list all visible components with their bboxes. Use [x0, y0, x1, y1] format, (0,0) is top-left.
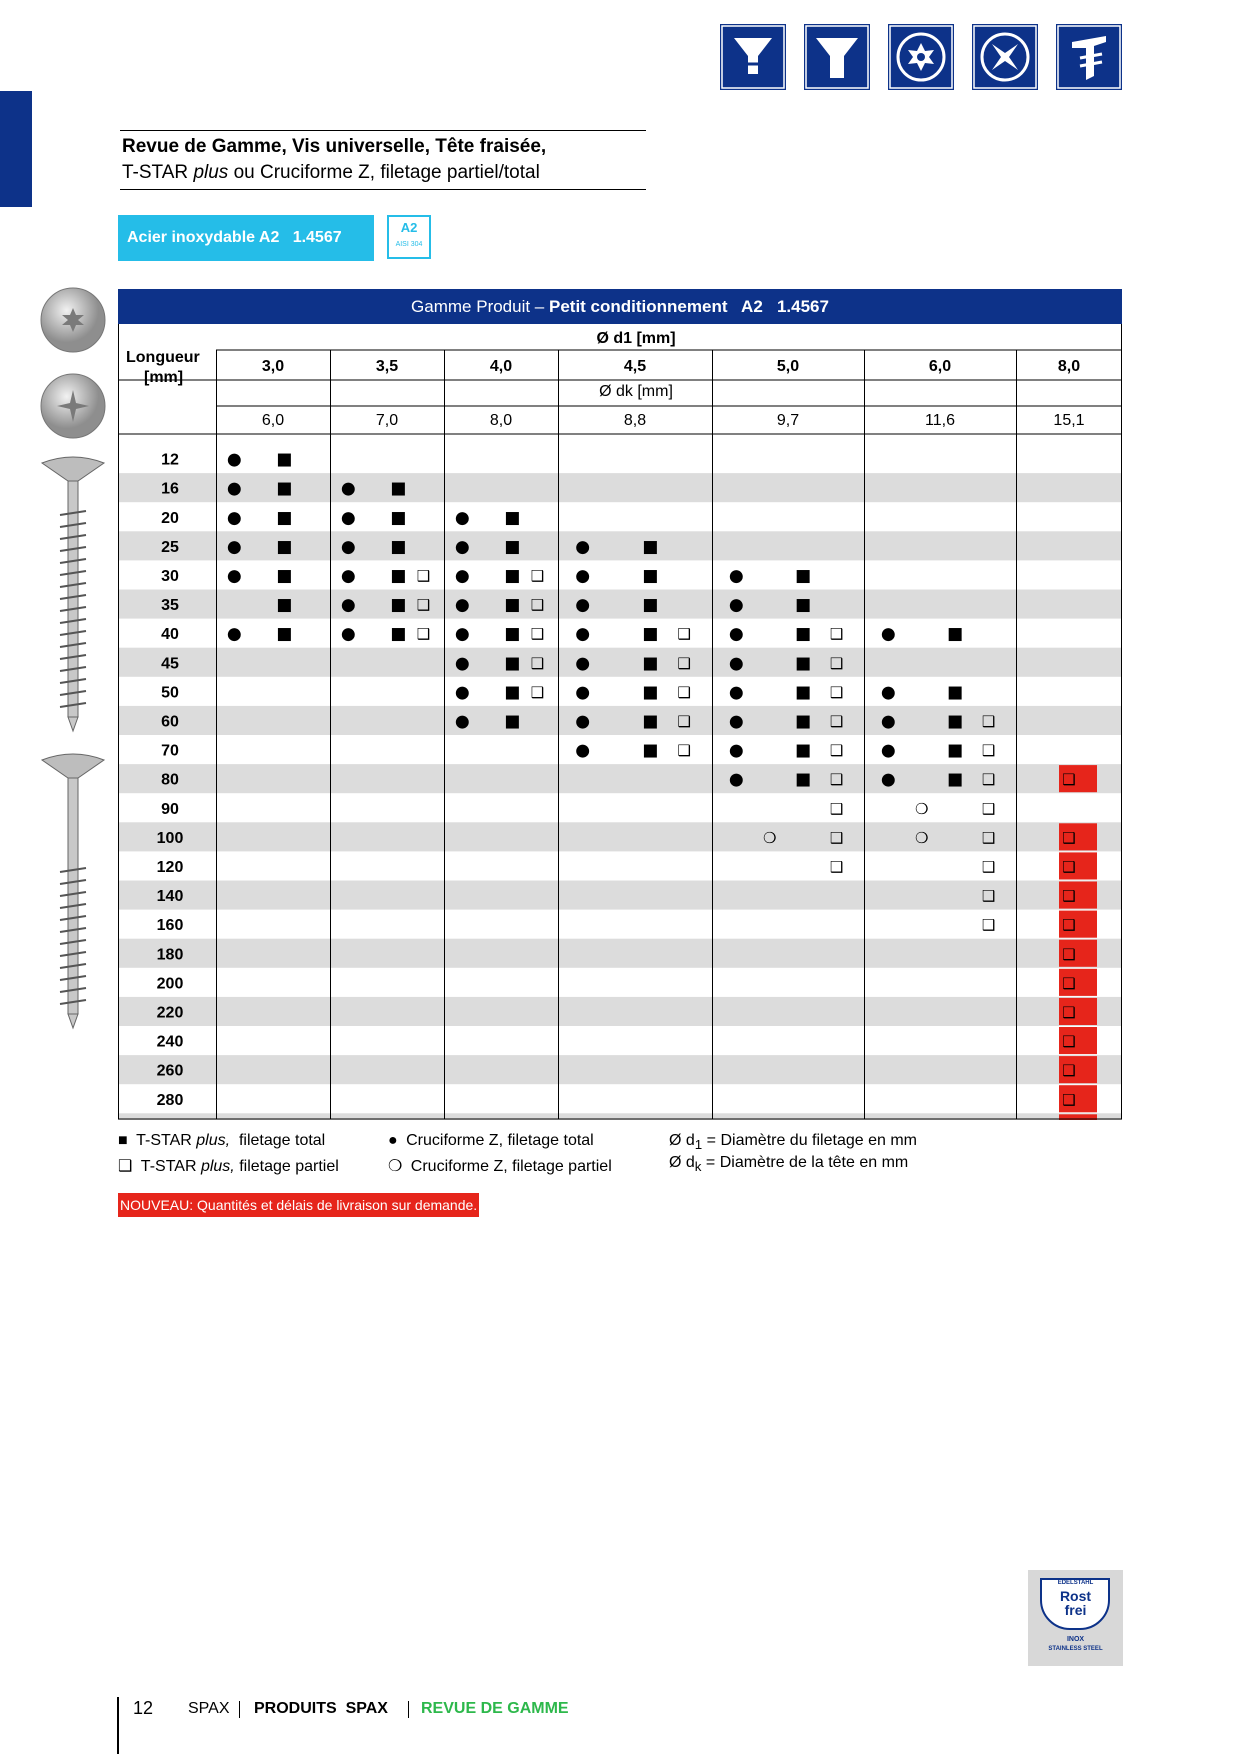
rostfrei-logo: EDELSTAHL Rost frei INOX STAINLESS STEEL [1028, 1570, 1123, 1666]
availability-mark: ❑ [829, 770, 844, 789]
availability-mark: ■ [504, 624, 521, 645]
availability-mark: ■ [947, 769, 964, 790]
footer-section: PRODUITS SPAX [254, 1700, 388, 1717]
availability-mark: ❑ [530, 683, 545, 702]
availability-mark: ■ [795, 595, 812, 616]
footer-sep-2 [408, 1701, 409, 1718]
availability-mark: ● [880, 624, 896, 645]
availability-mark: ● [575, 536, 591, 557]
a2-badge: A2 AISI 304 [387, 215, 431, 259]
availability-mark: ❑ [981, 770, 996, 789]
footer-rule [117, 1697, 119, 1754]
availability-mark: ● [454, 682, 470, 703]
footer-sep-1 [239, 1701, 240, 1718]
availability-mark: ● [340, 507, 356, 528]
availability-mark: ❑ [530, 625, 545, 644]
availability-mark: ❑ [1062, 974, 1076, 993]
availability-mark: ● [728, 740, 744, 761]
availability-mark: ❍ [915, 799, 929, 818]
availability-mark: ● [728, 682, 744, 703]
availability-mark: ❑ [981, 887, 996, 906]
availability-mark: ■ [276, 507, 293, 528]
row-length: 80 [161, 771, 179, 789]
row-length: 140 [156, 888, 184, 906]
title-rule-bottom [120, 189, 646, 190]
availability-mark: ■ [276, 536, 293, 557]
row-stripe [118, 881, 1122, 910]
row-stripe [118, 1055, 1122, 1084]
row-length: 70 [161, 742, 179, 760]
availability-mark: ■ [947, 740, 964, 761]
t-star-plus-icon [888, 24, 954, 90]
pozi-cross-icon [720, 24, 786, 90]
availability-mark: ❑ [1062, 1090, 1076, 1109]
row-stripe [118, 822, 1122, 851]
column-d1-value: 4,5 [623, 358, 647, 375]
title-rule-top [120, 130, 646, 131]
availability-mark: ■ [795, 740, 812, 761]
page-title: Revue de Gamme, Vis universelle, Tête fraisée, [122, 136, 547, 157]
row-length: 30 [161, 567, 179, 585]
availability-mark: ❑ [829, 828, 844, 847]
availability-mark: ❑ [677, 741, 692, 760]
availability-mark: ❑ [416, 566, 431, 585]
availability-mark: ● [340, 565, 356, 586]
row-length: 12 [161, 451, 179, 469]
availability-mark: ■ [504, 565, 521, 586]
screw-head-cross-image [38, 371, 108, 446]
mm-label: [mm] [144, 369, 184, 386]
row-stripe [118, 997, 1122, 1026]
availability-mark: ■ [504, 536, 521, 557]
row-stripe [118, 764, 1122, 793]
availability-mark: ❑ [677, 625, 692, 644]
availability-mark: ● [226, 507, 242, 528]
column-dk-value: 15,1 [1053, 412, 1085, 429]
row-length: 60 [161, 713, 179, 731]
availability-mark: ■ [276, 624, 293, 645]
availability-mark: ● [454, 565, 470, 586]
range-table [118, 324, 1123, 1120]
availability-mark: ● [575, 740, 591, 761]
availability-mark: ❑ [981, 712, 996, 731]
availability-mark: ■ [390, 595, 407, 616]
availability-mark: ❍ [915, 828, 929, 847]
row-length: 25 [161, 538, 179, 556]
availability-mark: ■ [390, 507, 407, 528]
cross-bit-icon [804, 24, 870, 90]
row-length: 180 [156, 946, 184, 964]
availability-mark: ❑ [1062, 1003, 1076, 1022]
availability-mark: ❑ [981, 799, 996, 818]
row-stripe [118, 939, 1122, 968]
column-dk-value: 8,0 [489, 412, 513, 429]
availability-mark: ■ [795, 624, 812, 645]
availability-mark: ■ [390, 536, 407, 557]
availability-mark: ■ [795, 769, 812, 790]
legend-symbol: ❑ [118, 1158, 137, 1175]
availability-mark: ● [575, 711, 591, 732]
column-d1-value: 3,5 [375, 358, 399, 375]
availability-mark: ❑ [829, 857, 844, 876]
availability-mark: ❑ [829, 712, 844, 731]
availability-mark: ■ [276, 565, 293, 586]
material-badge: Acier inoxydable A2 1.4567 [118, 215, 374, 261]
availability-mark: ❑ [829, 654, 844, 673]
row-length: 45 [161, 655, 179, 673]
column-d1-value: 3,0 [261, 358, 285, 375]
column-d1-value: 6,0 [928, 358, 952, 375]
row-length: 160 [156, 917, 184, 935]
dk-header: Ø dk [mm] [599, 383, 673, 400]
availability-mark: ■ [276, 595, 293, 616]
availability-mark: ■ [947, 711, 964, 732]
column-dk-value: 6,0 [261, 412, 285, 429]
availability-mark: ● [340, 478, 356, 499]
row-length: 50 [161, 684, 179, 702]
row-stripe [118, 531, 1122, 560]
availability-mark: ❑ [981, 828, 996, 847]
availability-mark: ❑ [829, 741, 844, 760]
availability-mark: ❑ [829, 625, 844, 644]
availability-mark: ❑ [829, 683, 844, 702]
table-title: Gamme Produit – Petit conditionnement A2 1.4567 [118, 289, 1122, 324]
row-length: 16 [161, 480, 179, 498]
cross-z-icon [972, 24, 1038, 90]
availability-mark: ❑ [981, 857, 996, 876]
row-length: 20 [161, 509, 179, 527]
availability-mark: ■ [504, 507, 521, 528]
availability-mark: ● [575, 653, 591, 674]
availability-mark: ❑ [677, 712, 692, 731]
row-length: 120 [156, 858, 184, 876]
availability-mark: ■ [504, 682, 521, 703]
row-length: 100 [156, 829, 184, 847]
hammer-screw-icon [1056, 24, 1122, 90]
legend-item-tstar-total: ■ T-STAR plus, filetage total [118, 1132, 326, 1149]
row-length: 200 [156, 975, 184, 993]
availability-mark: ■ [276, 478, 293, 499]
availability-mark: ❑ [1062, 857, 1076, 876]
legend-symbol: ■ [118, 1132, 133, 1149]
availability-mark: ● [454, 536, 470, 557]
availability-mark: ❑ [981, 741, 996, 760]
availability-mark: ❑ [1062, 1032, 1076, 1051]
legend-item-cross-partial: ❍ Cruciforme Z, filetage partiel [388, 1158, 612, 1175]
availability-mark: ■ [795, 682, 812, 703]
availability-mark: ● [728, 711, 744, 732]
availability-mark: ■ [504, 711, 521, 732]
availability-mark: ❑ [1062, 770, 1076, 789]
legend-item-tstar-partial: ❑ T-STAR plus, filetage partiel [118, 1158, 339, 1175]
availability-mark: ● [454, 624, 470, 645]
column-d1-value: 4,0 [489, 358, 513, 375]
legend-d1-definition: Ø $d_1$ = Diamètre du filetage en mm [669, 1132, 917, 1153]
legend-col-2 [388, 1132, 612, 1180]
availability-mark: ❑ [981, 916, 996, 935]
row-length: 220 [156, 1004, 184, 1022]
availability-mark: ■ [795, 653, 812, 674]
availability-mark: ● [340, 536, 356, 557]
availability-mark: ❑ [530, 654, 545, 673]
availability-mark: ● [454, 507, 470, 528]
availability-mark: ● [226, 449, 242, 470]
availability-mark: ● [226, 478, 242, 499]
availability-mark: ● [575, 595, 591, 616]
availability-mark: ● [226, 565, 242, 586]
column-d1-value: 8,0 [1057, 358, 1081, 375]
row-stripe [118, 706, 1122, 735]
availability-mark: ■ [642, 624, 659, 645]
availability-mark: ■ [642, 536, 659, 557]
column-dk-value: 9,7 [776, 412, 800, 429]
footer-subsection: REVUE DE GAMME [421, 1700, 569, 1717]
screw-full-thread-image [38, 752, 108, 1037]
row-length: 35 [161, 597, 179, 615]
availability-mark: ❍ [763, 828, 777, 847]
row-length: 240 [156, 1033, 184, 1051]
row-stripe [118, 648, 1122, 677]
availability-mark: ● [728, 769, 744, 790]
availability-mark: ❑ [1062, 916, 1076, 935]
availability-mark: ● [728, 624, 744, 645]
availability-mark: ■ [642, 595, 659, 616]
legend-dk-definition: Ø $d_k$ = Diamètre de la tête en mm [669, 1154, 909, 1175]
availability-mark: ■ [276, 449, 293, 470]
row-length: 280 [156, 1091, 184, 1109]
availability-mark: ❑ [416, 596, 431, 615]
longueur-label: Longueur [126, 349, 200, 366]
availability-mark: ■ [642, 653, 659, 674]
column-d1-value: 5,0 [776, 358, 800, 375]
column-dk-value: 7,0 [375, 412, 399, 429]
availability-mark: ❑ [677, 654, 692, 673]
legend-symbol: ❍ [388, 1158, 407, 1175]
legend-col-3 [669, 1132, 917, 1176]
column-dk-value: 11,6 [925, 412, 955, 429]
availability-mark: ❑ [1062, 1061, 1076, 1080]
availability-mark: ■ [642, 711, 659, 732]
availability-mark: ■ [642, 740, 659, 761]
availability-mark: ● [880, 682, 896, 703]
availability-mark: ● [454, 711, 470, 732]
availability-mark: ● [454, 653, 470, 674]
availability-mark: ❑ [1062, 828, 1076, 847]
footer-brand: SPAX [188, 1700, 230, 1717]
availability-mark: ■ [504, 653, 521, 674]
availability-mark: ■ [795, 565, 812, 586]
availability-mark: ■ [947, 682, 964, 703]
availability-mark: ❑ [416, 625, 431, 644]
row-stripe [118, 590, 1122, 619]
availability-mark: ● [880, 740, 896, 761]
availability-mark: ■ [390, 624, 407, 645]
availability-mark: ● [340, 595, 356, 616]
d1-header: Ø d1 [mm] [596, 330, 676, 347]
availability-mark: ❑ [530, 566, 545, 585]
availability-mark: ❑ [829, 799, 844, 818]
availability-mark: ● [728, 595, 744, 616]
legend-symbol: ● [388, 1132, 403, 1149]
availability-mark: ● [575, 565, 591, 586]
availability-mark: ● [575, 624, 591, 645]
row-stripe [118, 473, 1122, 502]
page-subtitle: T-STAR plus ou Cruciforme Z, filetage partiel/total [122, 162, 540, 183]
availability-mark: ● [226, 624, 242, 645]
availability-mark: ■ [390, 565, 407, 586]
availability-mark: ■ [390, 478, 407, 499]
availability-mark: ❑ [1062, 887, 1076, 906]
new-items-note: NOUVEAU: Quantités et délais de livraison sur demande. [118, 1193, 479, 1217]
column-dk-value: 8,8 [623, 412, 647, 429]
availability-mark: ■ [504, 595, 521, 616]
availability-mark: ■ [642, 682, 659, 703]
screw-partial-thread-image [38, 455, 108, 740]
legend-item-cross-total: ● Cruciforme Z, filetage total [388, 1132, 594, 1149]
row-length: 40 [161, 626, 179, 644]
legend-col-1 [118, 1132, 339, 1180]
availability-mark: ● [728, 653, 744, 674]
availability-mark: ● [728, 565, 744, 586]
side-accent-bar [0, 91, 32, 207]
availability-mark: ● [226, 536, 242, 557]
availability-mark: ● [454, 595, 470, 616]
availability-mark: ● [340, 624, 356, 645]
availability-mark: ❑ [677, 683, 692, 702]
page-number: 12 [133, 1698, 154, 1718]
availability-mark: ● [880, 769, 896, 790]
availability-mark: ■ [947, 624, 964, 645]
availability-mark: ● [575, 682, 591, 703]
row-length: 90 [161, 800, 179, 818]
availability-mark: ■ [795, 711, 812, 732]
screw-head-tstar-image [38, 285, 108, 360]
availability-mark: ❑ [1062, 945, 1076, 964]
row-length: 260 [156, 1062, 184, 1080]
availability-mark: ❑ [530, 596, 545, 615]
availability-mark: ■ [642, 565, 659, 586]
availability-mark: ● [880, 711, 896, 732]
